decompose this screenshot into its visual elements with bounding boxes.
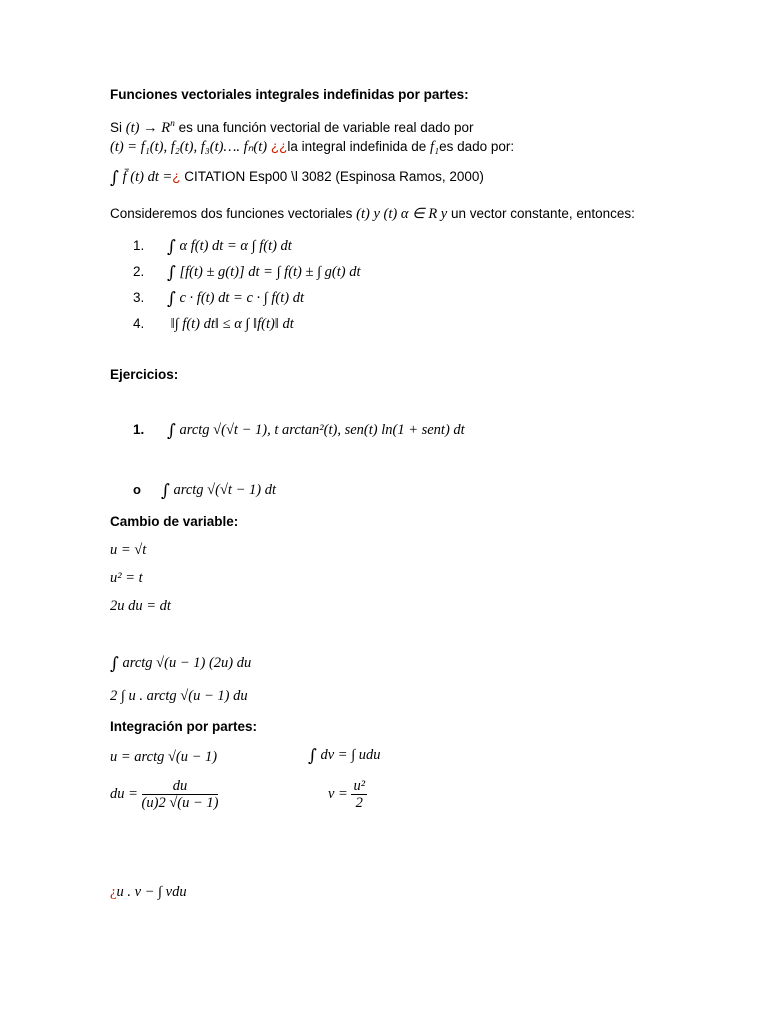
- property-item-2: 2. ∫ [f(t) ± g(t)] dt = ∫ f(t) ± ∫ g(t) dt: [133, 263, 361, 283]
- exercise-item-1: 1. ∫ arctg √(√t − 1), t arctan²(t), sen(t) ln(1 + sent) dt: [133, 421, 465, 441]
- citation-text: CITATION Esp00 \l 3082 (Espinosa Ramos, 2000): [184, 169, 484, 184]
- intro-text1: es una función vectorial de variable real dado por: [178, 119, 474, 135]
- partes-du: du = $\frac{du}{(u)2 √(u - 1)}$: [110, 778, 219, 811]
- consider-post: un vector constante, entonces:: [451, 206, 635, 221]
- property-item-3: 3. ∫ c · f(t) dt = c · ∫ f(t) dt: [133, 289, 304, 309]
- intro-text3: es dado por:: [439, 139, 515, 154]
- partes-heading: Integración por partes:: [110, 719, 258, 734]
- integral-sign-icon: ∫: [167, 289, 176, 309]
- intro-f1: f₁: [430, 139, 440, 155]
- integral-sign-icon: ∫: [167, 421, 176, 441]
- intro-line-2: (t) = f₁(t), f₂(t), f₃(t)…. fₙ(t) ¿¿la integral indefinida de f₁es dado por:: [110, 139, 515, 155]
- consider-pre: Consideremos dos funciones vectoriales: [110, 206, 353, 221]
- partes-u: u = arctg √(u − 1): [110, 749, 218, 765]
- v-fraction: $\frac{\text{u²}}{2}$: [353, 778, 366, 811]
- intro-si: Si: [110, 119, 123, 135]
- intro-components: (t) = f₁(t), f₂(t), f₃(t)…. fₙ(t): [110, 139, 268, 155]
- integral-sign-icon: ∫: [110, 168, 119, 188]
- integral-sign-icon: ∫: [167, 237, 176, 257]
- consider-line: [110, 205, 635, 223]
- cambio-line-3: 2u du = dt: [110, 598, 171, 614]
- integral-sign-icon: ∫: [110, 654, 119, 674]
- intro-red-char: ¿: [270, 139, 280, 154]
- intro-line-1: [110, 115, 474, 137]
- final-red-char: ¿: [110, 884, 117, 900]
- du-fraction: $\frac{du}{(u)2 √(u - 1)}$: [141, 778, 219, 811]
- ejercicios-heading: Ejercicios:: [110, 367, 179, 382]
- consider-condition: (t) y (t) α ∈ R y: [356, 206, 448, 222]
- integral-sign-icon: ∫: [308, 746, 317, 766]
- cambio-heading: Cambio de variable:: [110, 514, 239, 529]
- intro-text2: la integral indefinida de: [287, 139, 427, 154]
- partes-v: v = $\frac{\text{u²}}{2}$: [328, 778, 366, 811]
- property-item-4: 4. ‖∫ f(t) dt‖ ≤ α ∫ ‖f(t)‖ dt: [133, 316, 294, 332]
- after-sub-line-1: ∫ arctg √(u − 1) (2u) du: [110, 654, 252, 674]
- property-item-1: 1. ∫ α f(t) dt = α ∫ f(t) dt: [133, 237, 292, 257]
- integral-sign-icon: ∫: [167, 263, 176, 283]
- integral-expression: f̄ (t) dt =: [122, 169, 173, 185]
- integral-sign-icon: ∫: [161, 481, 170, 501]
- cambio-line-1: u = √t: [110, 542, 147, 558]
- exercise-subitem: o ∫ arctg √(√t − 1) dt: [133, 481, 276, 501]
- final-formula: ¿u . v − ∫ vdu: [110, 884, 187, 900]
- integral-citation-line: ∫ f̄ (t) dt =¿ CITATION Esp00 \l 3082 (Espinosa Ramos, 2000): [110, 168, 484, 188]
- intro-map: $(t) \to R^n$: [125, 119, 175, 136]
- partes-dv: ∫ dv = ∫ udu: [308, 746, 381, 766]
- after-sub-line-2: 2 ∫ u . arctg √(u − 1) du: [110, 688, 248, 704]
- cambio-line-2: u² = t: [110, 570, 143, 586]
- page-title: Funciones vectoriales integrales indefinidas por partes:: [110, 87, 469, 102]
